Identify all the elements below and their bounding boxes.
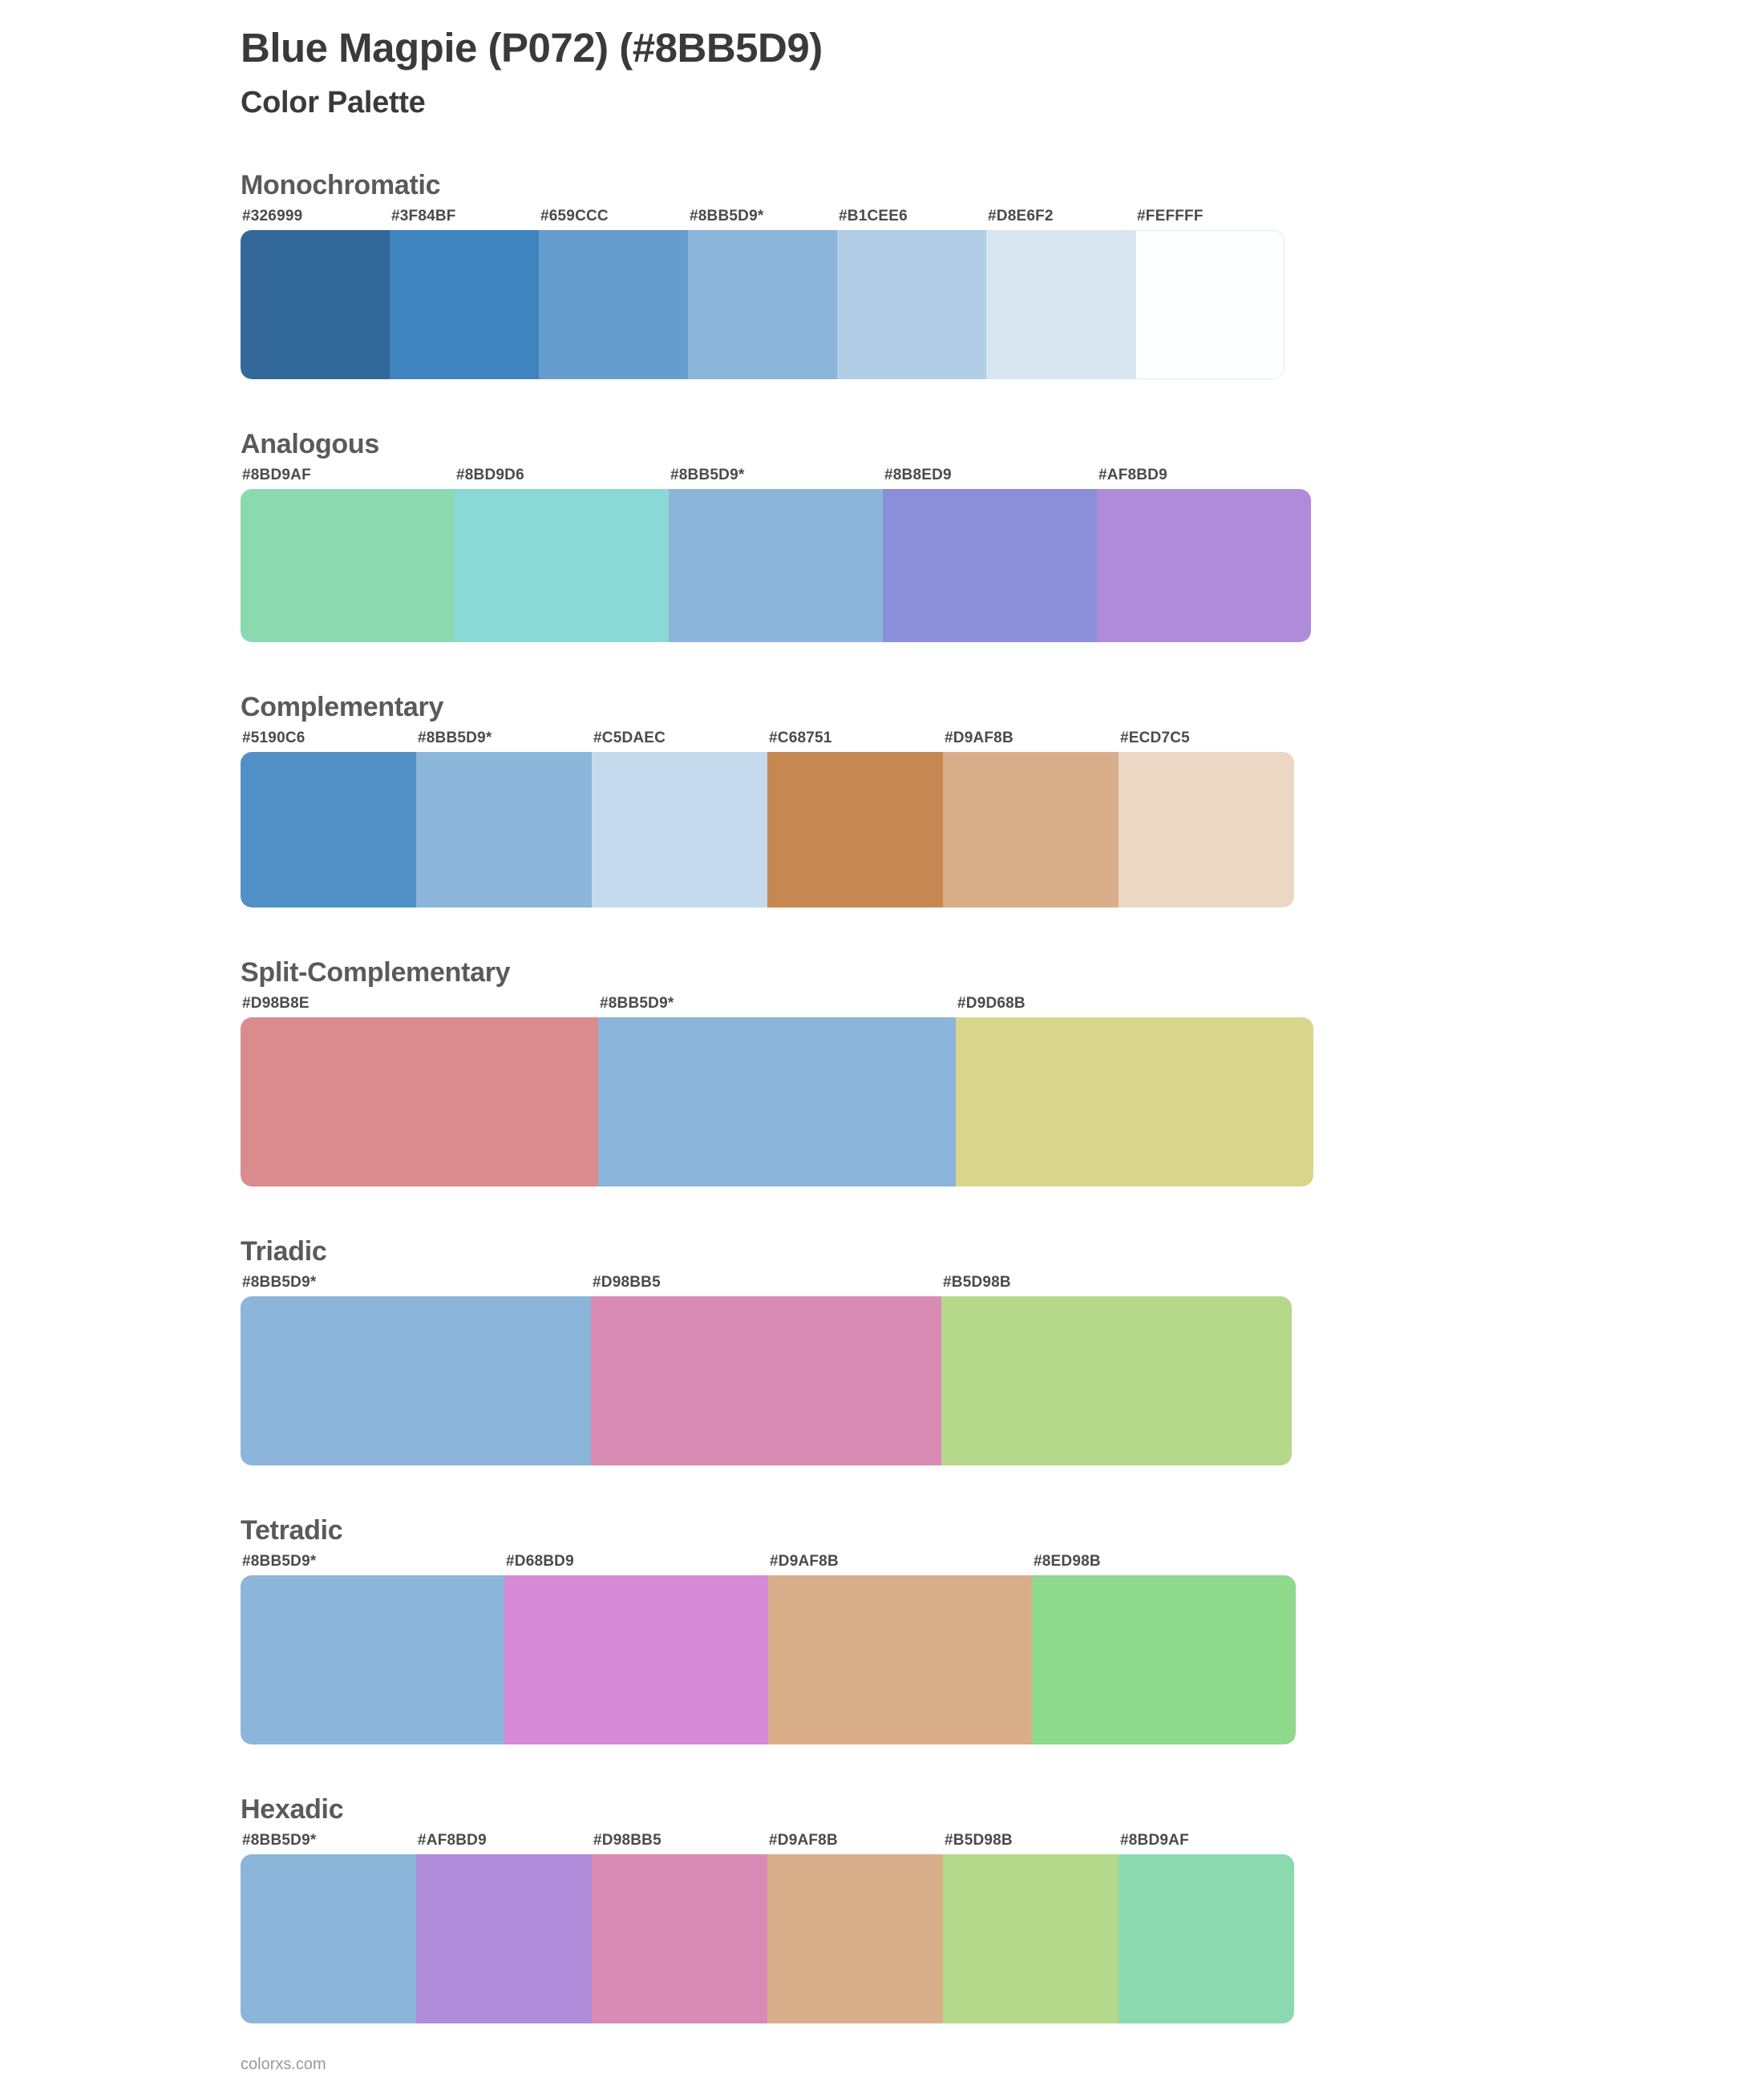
color-swatch[interactable] (592, 730, 767, 908)
swatch-hex-label: #8BB5D9* (242, 1274, 317, 1291)
color-swatch[interactable] (592, 1832, 767, 2023)
color-swatch[interactable] (956, 995, 1313, 1186)
swatch-color-chip[interactable] (390, 230, 539, 379)
swatch-color-chip[interactable] (767, 1854, 943, 2023)
swatch-row (241, 1274, 1292, 1465)
page-subtitle: Color Palette (241, 86, 426, 119)
swatch-color-chip[interactable] (1135, 230, 1285, 379)
swatch-hex-label: #D8E6F2 (988, 208, 1054, 224)
palette-sections (0, 170, 1764, 2023)
swatch-row-wrapper (241, 1267, 1764, 1465)
color-swatch[interactable] (241, 1553, 504, 1744)
swatch-row (241, 467, 1311, 642)
swatch-color-chip[interactable] (768, 1575, 1032, 1744)
swatch-row (241, 1553, 1296, 1744)
swatch-color-chip[interactable] (941, 1296, 1292, 1465)
swatch-row-wrapper (241, 988, 1764, 1186)
color-swatch[interactable] (768, 1553, 1032, 1744)
swatch-hex-label: #C5DAEC (593, 730, 666, 746)
palette-section (0, 1794, 1764, 2023)
swatch-color-chip[interactable] (986, 230, 1135, 379)
palette-section (0, 957, 1764, 1186)
color-swatch[interactable] (767, 1832, 943, 2023)
swatch-hex-label: #8BD9AF (242, 467, 311, 483)
swatch-color-chip[interactable] (688, 230, 837, 379)
swatch-hex-label: #B5D98B (945, 1832, 1013, 1849)
palette-section (0, 1515, 1764, 1744)
color-swatch[interactable] (943, 730, 1119, 908)
swatch-row-wrapper (241, 1825, 1764, 2023)
swatch-color-chip[interactable] (241, 230, 390, 379)
swatch-color-chip[interactable] (592, 1854, 767, 2023)
swatch-color-chip[interactable] (1032, 1575, 1296, 1744)
section-title: Tetradic (241, 1515, 343, 1546)
swatch-row (241, 995, 1313, 1186)
section-title: Triadic (241, 1236, 327, 1267)
swatch-hex-label: #D98BB5 (593, 1274, 661, 1291)
swatch-hex-label: #D9AF8B (945, 730, 1013, 746)
swatch-row-wrapper (241, 723, 1764, 908)
swatch-color-chip[interactable] (837, 230, 986, 379)
swatch-color-chip[interactable] (943, 1854, 1119, 2023)
palette-section (0, 1236, 1764, 1465)
section-title: Split-Complementary (241, 957, 511, 988)
swatch-color-chip[interactable] (1119, 1854, 1294, 2023)
swatch-hex-label: #8ED98B (1034, 1553, 1101, 1570)
color-swatch[interactable] (241, 730, 416, 908)
swatch-color-chip[interactable] (241, 489, 455, 642)
swatch-color-chip[interactable] (1119, 752, 1294, 908)
swatch-hex-label: #8BB5D9* (242, 1832, 317, 1849)
swatch-row-wrapper (241, 1546, 1764, 1744)
color-swatch[interactable] (455, 467, 669, 642)
color-swatch[interactable] (1032, 1553, 1296, 1744)
swatch-hex-label: #8BD9AF (1120, 1832, 1189, 1849)
swatch-color-chip[interactable] (416, 1854, 592, 2023)
palette-section (0, 692, 1764, 908)
swatch-color-chip[interactable] (241, 1296, 591, 1465)
color-swatch[interactable] (416, 1832, 592, 2023)
swatch-hex-label: #5190C6 (242, 730, 305, 746)
swatch-hex-label: #8B8ED9 (884, 467, 952, 483)
footer (0, 2023, 1764, 2098)
swatch-color-chip[interactable] (1097, 489, 1311, 642)
color-swatch[interactable] (669, 467, 883, 642)
swatch-row (241, 730, 1294, 908)
swatch-color-chip[interactable] (956, 1017, 1313, 1186)
swatch-color-chip[interactable] (539, 230, 688, 379)
swatch-color-chip[interactable] (241, 1575, 504, 1744)
swatch-hex-label: #D9AF8B (769, 1832, 838, 1849)
swatch-hex-label: #AF8BD9 (418, 1832, 487, 1849)
color-swatch[interactable] (416, 730, 592, 908)
color-swatch[interactable] (241, 467, 455, 642)
color-swatch[interactable] (767, 730, 943, 908)
color-swatch[interactable] (598, 995, 956, 1186)
color-swatch[interactable] (504, 1553, 768, 1744)
swatch-color-chip[interactable] (591, 1296, 941, 1465)
color-swatch[interactable] (241, 1274, 591, 1465)
section-title: Hexadic (241, 1794, 344, 1825)
swatch-color-chip[interactable] (592, 752, 767, 908)
swatch-row (241, 208, 1285, 379)
color-swatch[interactable] (591, 1274, 941, 1465)
swatch-hex-label: #ECD7C5 (1120, 730, 1190, 746)
swatch-hex-label: #8BB5D9* (418, 730, 492, 746)
swatch-color-chip[interactable] (416, 752, 592, 908)
palette-section (0, 170, 1764, 379)
swatch-hex-label: #8BB5D9* (242, 1553, 317, 1570)
swatch-row-wrapper (241, 460, 1764, 642)
color-swatch[interactable] (941, 1274, 1292, 1465)
color-swatch[interactable] (539, 208, 688, 379)
swatch-color-chip[interactable] (241, 1017, 598, 1186)
swatch-hex-label: #B5D98B (943, 1274, 1011, 1291)
color-swatch[interactable] (837, 208, 986, 379)
color-swatch[interactable] (241, 208, 390, 379)
swatch-color-chip[interactable] (883, 489, 1097, 642)
swatch-hex-label: #8BB5D9* (600, 995, 674, 1012)
swatch-color-chip[interactable] (598, 1017, 956, 1186)
swatch-hex-label: #326999 (242, 208, 303, 224)
swatch-color-chip[interactable] (767, 752, 943, 908)
color-swatch[interactable] (1135, 208, 1285, 379)
swatch-hex-label: #D98B8E (242, 995, 310, 1012)
swatch-hex-label: #D98BB5 (593, 1832, 662, 1849)
swatch-row (241, 1832, 1294, 2023)
color-swatch[interactable] (1119, 1832, 1294, 2023)
page-title: Blue Magpie (P072) (#8BB5D9) (241, 25, 823, 71)
swatch-hex-label: #8BB5D9* (690, 208, 764, 224)
swatch-hex-label: #659CCC (540, 208, 609, 224)
color-swatch[interactable] (241, 995, 598, 1186)
swatch-row-wrapper (241, 201, 1764, 379)
swatch-color-chip[interactable] (504, 1575, 768, 1744)
color-swatch[interactable] (1097, 467, 1311, 642)
swatch-color-chip[interactable] (669, 489, 883, 642)
section-title: Monochromatic (241, 170, 441, 200)
color-swatch[interactable] (1119, 730, 1294, 908)
swatch-hex-label: #3F84BF (391, 208, 456, 224)
color-swatch[interactable] (986, 208, 1135, 379)
swatch-hex-label: #FEFFFF (1137, 208, 1204, 224)
swatch-hex-label: #8BB5D9* (670, 467, 745, 483)
swatch-hex-label: #B1CEE6 (839, 208, 908, 224)
palette-section (0, 429, 1764, 642)
swatch-color-chip[interactable] (241, 752, 416, 908)
color-swatch[interactable] (688, 208, 837, 379)
swatch-hex-label: #8BD9D6 (456, 467, 524, 483)
color-swatch[interactable] (943, 1832, 1119, 2023)
swatch-hex-label: #D68BD9 (506, 1553, 574, 1570)
site-link[interactable]: colorxs.com (241, 2056, 326, 2073)
color-swatch[interactable] (241, 1832, 416, 2023)
swatch-hex-label: #D9D68B (957, 995, 1026, 1012)
swatch-hex-label: #AF8BD9 (1098, 467, 1167, 483)
section-title: Analogous (241, 429, 379, 459)
color-swatch[interactable] (390, 208, 539, 379)
color-swatch[interactable] (883, 467, 1097, 642)
swatch-color-chip[interactable] (943, 752, 1119, 908)
swatch-hex-label: #C68751 (769, 730, 832, 746)
swatch-color-chip[interactable] (455, 489, 669, 642)
swatch-color-chip[interactable] (241, 1854, 416, 2023)
swatch-hex-label: #D9AF8B (770, 1553, 839, 1570)
section-title: Complementary (241, 692, 444, 722)
